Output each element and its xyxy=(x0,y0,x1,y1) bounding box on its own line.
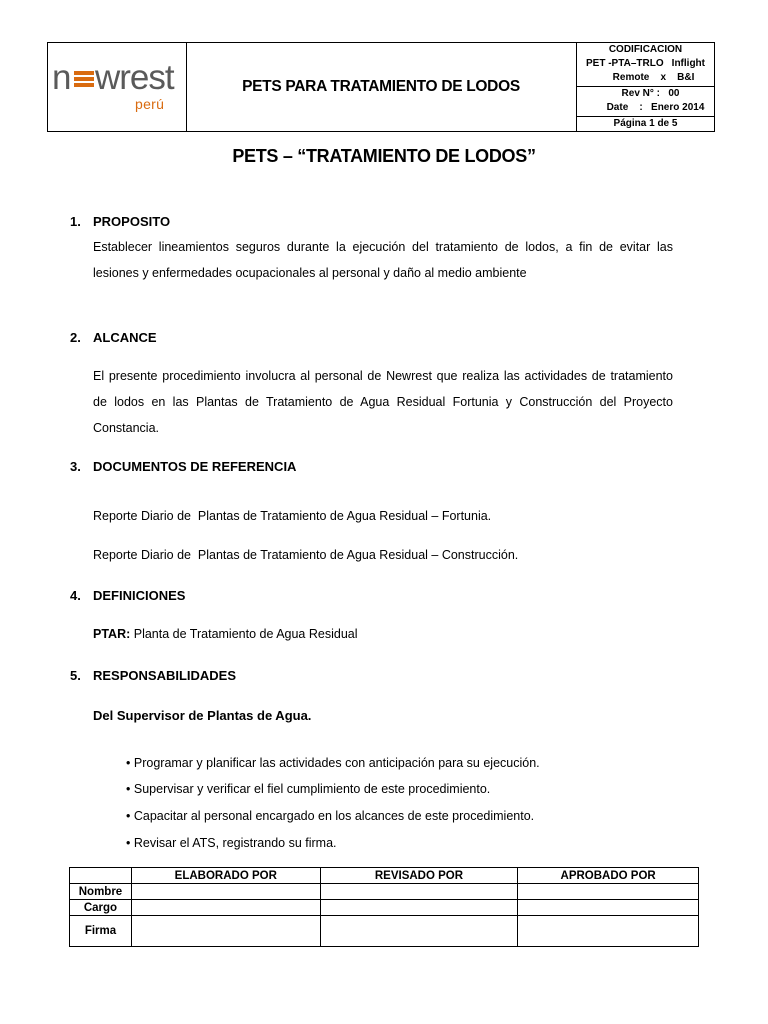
row-label-cargo: Cargo xyxy=(70,900,132,916)
section-documentos-heading: 3. DOCUMENTOS DE REFERENCIA xyxy=(70,459,297,474)
reference-fortunia: Reporte Diario de Plantas de Tratamiento de Agua Residual – Fortunia. xyxy=(93,509,492,523)
logo-cell xyxy=(48,43,187,131)
definition-term: PTAR: xyxy=(93,627,131,641)
section-responsabilidades-heading: 5. RESPONSABILIDADES xyxy=(70,668,237,683)
section-proposito-text: Establecer lineamientos seguros durante la ejecución del tratamiento de lodos, a fin de evitar las lesiones y enfermedades ocupacionales al personal y daño al medio ambiente xyxy=(93,240,673,280)
responsibility-subtitle: Del Supervisor de Plantas de Agua. xyxy=(93,708,312,723)
section-alcance-heading: 2. ALCANCE xyxy=(70,330,157,345)
bullet-icon: • xyxy=(126,836,131,850)
table-row xyxy=(70,884,699,900)
remote-label: Remote x B&I xyxy=(612,72,695,83)
codification-label: CODIFICACION xyxy=(608,44,683,55)
table-row xyxy=(70,900,699,916)
section-proposito-heading: 1. PROPOSITO xyxy=(70,214,171,229)
bullet-icon: • xyxy=(126,809,131,823)
header-title: PETS PARA TRATAMIENTO DE LODOS xyxy=(186,43,577,131)
header-aprobado: APROBADO POR xyxy=(518,868,699,884)
logo-subtitle: perú xyxy=(135,96,165,112)
page-number: Página 1 de 5 xyxy=(613,118,678,129)
header-revisado: REVISADO POR xyxy=(320,868,518,884)
bullet-icon: • xyxy=(126,756,131,770)
definition-text: Planta de Tratamiento de Agua Residual xyxy=(130,627,358,641)
code-value: PET -PTA–TRLO xyxy=(586,58,664,69)
bullet-icon: • xyxy=(126,782,131,796)
table-row xyxy=(70,916,699,947)
svg-text:n: n xyxy=(52,61,71,95)
document-header xyxy=(47,42,715,132)
revision-date: Date : Enero 2014 xyxy=(606,102,705,113)
row-label-nombre: Nombre xyxy=(70,884,132,900)
newrest-logo-mark xyxy=(52,61,182,95)
list-item: • Capacitar al personal encargado en los alcances de este procedimiento. xyxy=(126,809,535,823)
document-title: PETS – “TRATAMIENTO DE LODOS” xyxy=(232,146,536,166)
list-item: • Supervisar y verificar el fiel cumplimiento de este procedimiento. xyxy=(126,782,491,796)
definition-ptar xyxy=(93,627,358,641)
revision-number: Rev N° : 00 xyxy=(621,88,680,99)
header-elaborado: ELABORADO POR xyxy=(131,868,320,884)
list-item: • Programar y planificar las actividades con anticipación para su ejecución. xyxy=(126,756,540,770)
inflight-label: Inflight xyxy=(671,58,705,69)
signature-table xyxy=(69,867,699,947)
reference-construccion: Reporte Diario de Plantas de Tratamiento de Agua Residual – Construcción. xyxy=(93,548,519,562)
section-definiciones-heading: 4. DEFINICIONES xyxy=(70,588,186,603)
section-alcance-text: El presente procedimiento involucra al personal de Newrest que realiza las actividades de tratamiento de lodos en las Plantas de Tratamiento de Agua Residual Fortunia y Construcción del Proyecto Constancia. xyxy=(93,369,673,435)
svg-text:wrest: wrest xyxy=(95,61,174,95)
table-row xyxy=(70,868,699,884)
list-item: • Revisar el ATS, registrando su firma. xyxy=(126,836,337,850)
codification-code xyxy=(576,58,715,69)
row-label-firma: Firma xyxy=(70,916,132,947)
codification-block xyxy=(576,43,715,131)
